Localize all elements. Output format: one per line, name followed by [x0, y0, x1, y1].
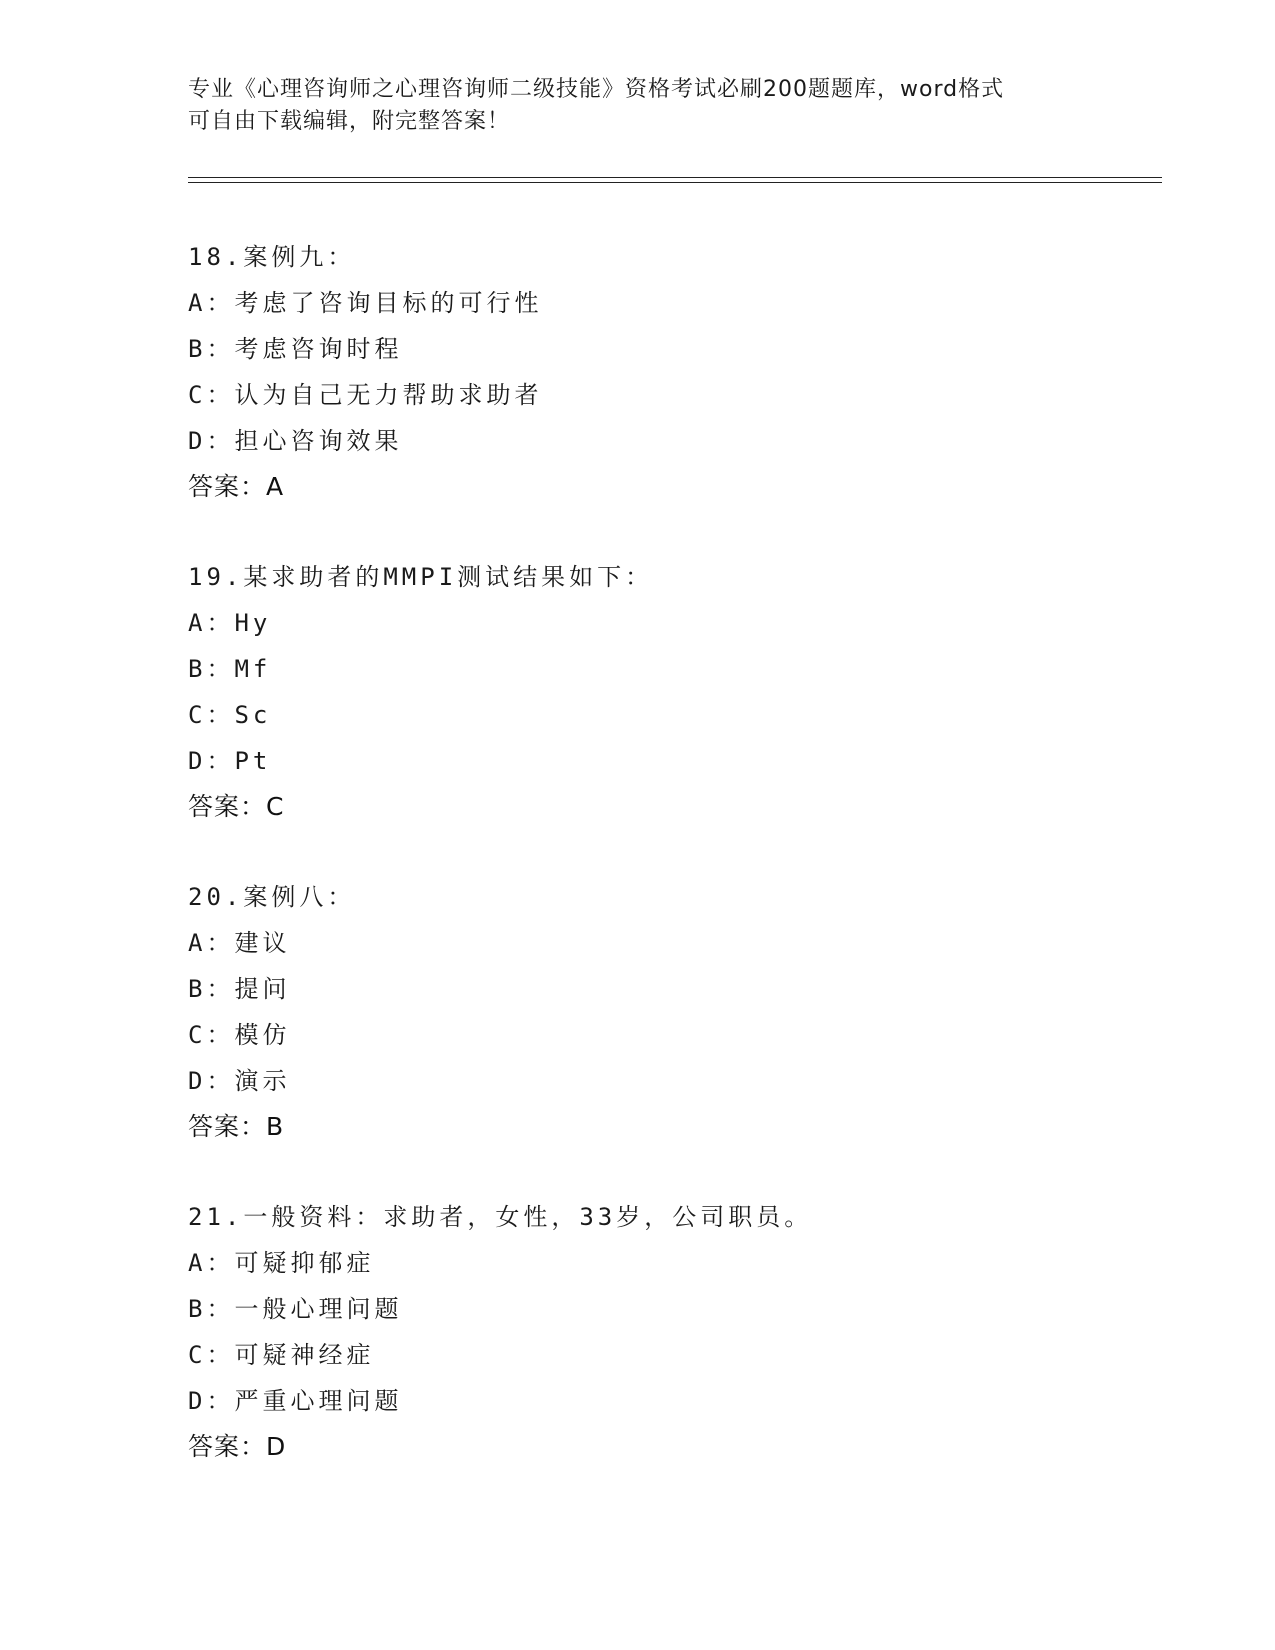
option-a: A：可疑抑郁症 [188, 1249, 375, 1277]
question-stem: 21.一般资料：求助者，女性，33岁，公司职员。 [188, 1203, 813, 1231]
option-d: D：Pt [188, 747, 272, 775]
option-b: B：提问 [188, 975, 291, 1003]
answer-line: 答案：A [188, 472, 285, 501]
option-a: A：Hy [188, 609, 272, 637]
option-b: B：一般心理问题 [188, 1295, 403, 1323]
question-list [188, 234, 1148, 1514]
option-b: B：考虑咨询时程 [188, 335, 403, 363]
answer-line: 答案：D [188, 1432, 287, 1461]
question-stem: 19.某求助者的MMPI测试结果如下： [188, 563, 654, 591]
header-line-2: 可自由下载编辑，附完整答案！ [188, 109, 511, 134]
option-c: C：模仿 [188, 1021, 291, 1049]
document-header [188, 74, 1088, 138]
header-line-1: 专业《心理咨询师之心理咨询师二级技能》资格考试必刷200题题库，word格式 [188, 77, 1005, 102]
question-stem: 20.案例八： [188, 883, 356, 911]
question-20 [188, 874, 1148, 1150]
option-c: C：认为自己无力帮助求助者 [188, 381, 543, 409]
option-c: C：可疑神经症 [188, 1341, 375, 1369]
option-d: D：担心咨询效果 [188, 427, 403, 455]
question-19 [188, 554, 1148, 830]
question-stem: 18.案例九： [188, 243, 356, 271]
question-21 [188, 1194, 1148, 1470]
option-c: C：Sc [188, 701, 272, 729]
answer-line: 答案：C [188, 792, 285, 821]
header-divider-bottom [188, 182, 1162, 183]
header-divider-top [188, 177, 1162, 178]
option-a: A：建议 [188, 929, 291, 957]
option-d: D：演示 [188, 1067, 291, 1095]
answer-line: 答案：B [188, 1112, 285, 1141]
option-d: D：严重心理问题 [188, 1387, 403, 1415]
option-a: A：考虑了咨询目标的可行性 [188, 289, 543, 317]
question-18 [188, 234, 1148, 510]
option-b: B：Mf [188, 655, 272, 683]
